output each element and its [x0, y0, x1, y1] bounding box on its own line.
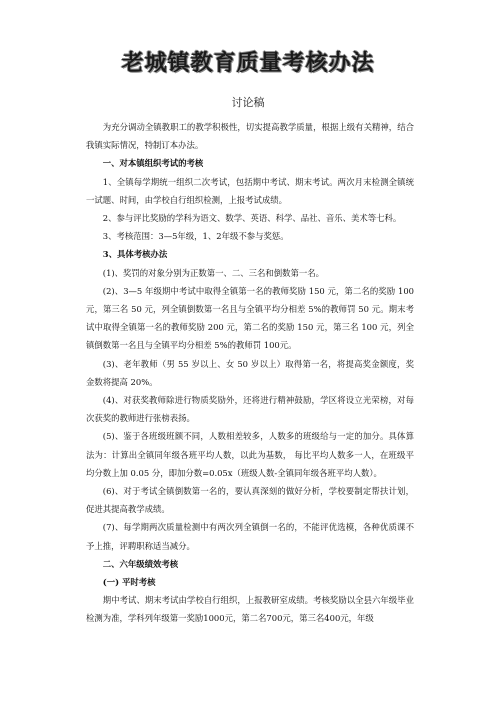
paragraph: (7)、每学期两次质量检测中有两次列全镇倒一名的，不能评优选模，各种优质课不予上推，评聘职称适当减分。: [86, 522, 414, 551]
paragraph: 2、参与评比奖励的学科为语文、数学、英语、科学、品社、音乐、美术等七科。: [102, 213, 402, 224]
document-body: [86, 118, 414, 628]
paragraph: 3、具体考核办法: [102, 249, 168, 260]
paragraph: 一、对本镇组织考试的考核: [102, 158, 204, 169]
paragraph: (一) 平时考核: [102, 577, 156, 588]
document-subtitle: 讨论稿: [231, 96, 265, 109]
paragraph: (6)、对于考试全镇倒数第一名的，要认真深刻的做好分析，学校要制定帮扶计划，促进其提高教学成绩。: [86, 486, 414, 515]
document-title: 老城镇教育质量考核办法: [121, 51, 375, 76]
paragraph: (2)、3—5 年级期中考试中取得全镇第一名的教师奖励 150 元，第二名的奖励 100 元，第三名 50 元，列全镇倒数第一名且与全镇平均分相差 5%的教师罚 50 元。期末考试中取得全镇第一名的教师奖励 200 元，第二名的奖励 150 元，第三名 100 元，列全镇倒数第一名且与全镇平均分相差 5%的教师罚 100元。: [86, 285, 414, 351]
paragraph: (1)、奖罚的对象分别为正数第一、二、三名和倒数第一名。: [102, 267, 325, 278]
paragraph: 3、考核范围：3—5年级，1、2年级不参与奖惩。: [102, 231, 289, 242]
paragraph: 期中考试、期末考试由学校自行组织，上报教研室成绩。考核奖励以全县六年级毕业检测为准，学科列年级第一奖励1000元，第二名700元，第三名400元，年级: [86, 595, 414, 624]
paragraph: 为充分调动全镇教职工的教学积极性，切实提高教学质量，根据上级有关精神，结合我镇实际情况，特制订本办法。: [86, 122, 414, 151]
paragraph: (4)、对获奖教师除进行物质奖励外，还将进行精神鼓励，学区将设立光荣榜，对每次获奖的教师进行张榜表扬。: [86, 395, 414, 424]
paragraph: (3)、老年教师（男 55 岁以上、女 50 岁以上）取得第一名，将提高奖金额度，奖金数将提高 20%。: [86, 358, 414, 387]
paragraph: 1、全镇每学期统一组织二次考试，包括期中考试、期末考试。两次月末检测全镇统一试题、时间，由学校自行组织检测，上报考试成绩。: [86, 176, 414, 205]
paragraph: (5)、鉴于各班级班额不同，人数相差较多，人数多的班级给与一定的加分。具体算法为：计算出全镇同年级各班平均人数，以此为基数， 每比平均人数多一人，在班级平均分数上加 0.05 分，即加分数=0.05x（班级人数-全镇同年级各班平均人数）。: [86, 431, 414, 478]
paragraph: 二、六年级绩效考核: [102, 558, 179, 569]
